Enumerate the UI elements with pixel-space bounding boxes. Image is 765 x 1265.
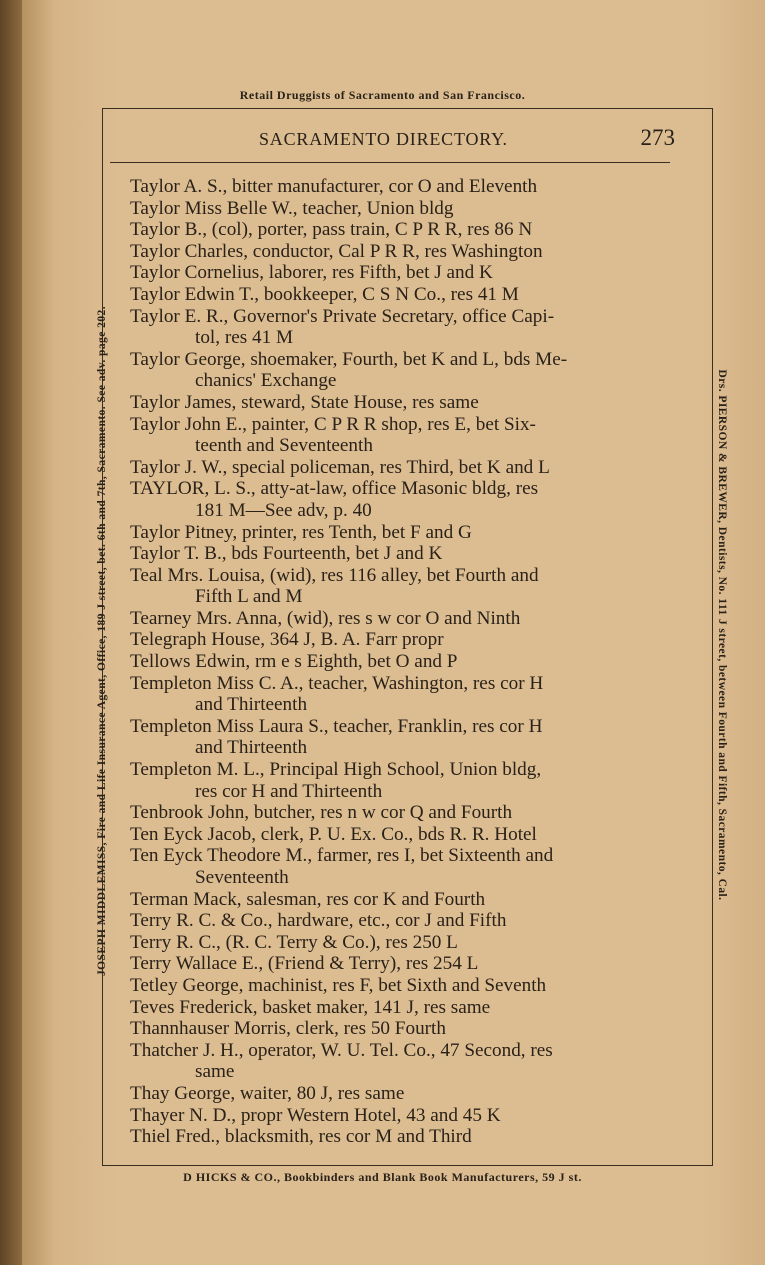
entry-continuation-line: Seventeenth bbox=[195, 867, 289, 888]
entry-line: Taylor Cornelius, laborer, res Fifth, bet J and K bbox=[130, 262, 493, 284]
entry-line: Terman Mack, salesman, res cor K and Fourth bbox=[130, 888, 486, 910]
entry-line: Templeton Miss C. A., teacher, Washington, res cor H bbox=[130, 672, 544, 694]
entry-line: Telegraph House, 364 J, B. A. Farr propr bbox=[130, 629, 444, 651]
directory-entry bbox=[130, 1105, 670, 1127]
directory-entry bbox=[130, 284, 670, 306]
entry-continuation-line: same bbox=[195, 1061, 235, 1083]
directory-entry bbox=[130, 392, 670, 414]
directory-entry bbox=[130, 349, 670, 392]
entry-continuation-line: Fifth L and M bbox=[195, 586, 303, 608]
entry-line: Thayer N. D., propr Western Hotel, 43 and 45 K bbox=[130, 1104, 501, 1126]
entry-line: Terry Wallace E., (Friend & Terry), res 254 L bbox=[130, 953, 479, 975]
directory-entry bbox=[130, 522, 670, 544]
entry-line: Tenbrook John, butcher, res n w cor Q and Fourth bbox=[130, 802, 513, 824]
directory-entry bbox=[130, 716, 670, 759]
page-header bbox=[255, 125, 675, 155]
entry-line: Teal Mrs. Louisa, (wid), res 116 alley, bet Fourth and bbox=[130, 564, 539, 586]
directory-entry bbox=[130, 262, 670, 284]
directory-entry bbox=[130, 241, 670, 263]
directory-entry bbox=[130, 975, 670, 997]
entry-line: Taylor Charles, conductor, Cal P R R, res Washington bbox=[130, 240, 543, 262]
bottom-advertisement: D HICKS & CO., Bookbinders and Blank Book Manufacturers, 59 J st. bbox=[183, 1170, 582, 1184]
entry-line: Templeton M. L., Principal High School, Union bldg, bbox=[130, 759, 542, 781]
entry-continuation-line: 181 M—See adv, p. 40 bbox=[195, 499, 372, 521]
directory-entry bbox=[130, 478, 670, 521]
entry-continuation-line: res cor H and Thirteenth bbox=[195, 780, 383, 802]
directory-entry bbox=[130, 824, 670, 846]
entry-line: Taylor John E., painter, C P R R shop, res E, bet Six- bbox=[130, 413, 536, 435]
header-title: SACRAMENTO DIRECTORY. bbox=[259, 129, 508, 149]
entry-continuation-line: and Thirteenth bbox=[195, 694, 308, 716]
entry-line: Terry R. C., (R. C. Terry & Co.), res 250 L bbox=[130, 931, 458, 953]
directory-entries bbox=[130, 176, 670, 1148]
entry-continuation-line: chanics' Exchange bbox=[195, 370, 337, 392]
directory-entry bbox=[130, 1126, 670, 1148]
directory-entry bbox=[130, 543, 670, 565]
directory-entry bbox=[130, 802, 670, 824]
entry-line: Taylor James, steward, State House, res same bbox=[130, 391, 479, 413]
entry-line: Taylor Edwin T., bookkeeper, C S N Co., res 41 M bbox=[130, 283, 519, 305]
right-margin-advertisement: Drs. PIERSON & BREWER, Dentists, No. 111 J street, between Fourth and Fifth, Sacramento, Cal. bbox=[716, 369, 728, 901]
entry-line: Templeton Miss Laura S., teacher, Franklin, res cor H bbox=[130, 715, 543, 737]
book-spine bbox=[0, 0, 22, 1265]
directory-entry bbox=[130, 953, 670, 975]
directory-entry bbox=[130, 673, 670, 716]
entry-line: Ten Eyck Jacob, clerk, P. U. Ex. Co., bds R. R. Hotel bbox=[130, 823, 537, 845]
directory-entry bbox=[130, 198, 670, 220]
entry-line: Taylor Miss Belle W., teacher, Union bldg bbox=[130, 197, 454, 219]
directory-entry bbox=[130, 845, 670, 888]
entry-line: Taylor E. R., Governor's Private Secretary, office Capi- bbox=[130, 305, 555, 327]
entry-line: Taylor B., (col), porter, pass train, C P R R, res 86 N bbox=[130, 219, 533, 241]
directory-entry bbox=[130, 306, 670, 349]
directory-entry bbox=[130, 565, 670, 608]
entry-line: Thay George, waiter, 80 J, res same bbox=[130, 1082, 405, 1104]
entry-line: Ten Eyck Theodore M., farmer, res I, bet Sixteenth and bbox=[130, 845, 554, 867]
directory-entry bbox=[130, 1040, 670, 1083]
directory-entry bbox=[130, 457, 670, 479]
directory-entry bbox=[130, 889, 670, 911]
entry-line: Thatcher J. H., operator, W. U. Tel. Co., 47 Second, res bbox=[130, 1039, 553, 1061]
directory-entry bbox=[130, 997, 670, 1019]
entry-line: Tearney Mrs. Anna, (wid), res s w cor O and Ninth bbox=[130, 607, 521, 629]
entry-line: Thiel Fred., blacksmith, res cor M and Third bbox=[130, 1126, 472, 1148]
directory-entry bbox=[130, 651, 670, 673]
page-number: 273 bbox=[640, 125, 675, 150]
entry-continuation-line: teenth and Seventeenth bbox=[195, 435, 373, 457]
entry-continuation-line: and Thirteenth bbox=[195, 737, 308, 759]
entry-line: Tetley George, machinist, res F, bet Sixth and Seventh bbox=[130, 974, 547, 996]
directory-entry bbox=[130, 1018, 670, 1040]
entry-line: Taylor A. S., bitter manufacturer, cor O and Eleventh bbox=[130, 176, 538, 197]
directory-entry bbox=[130, 176, 670, 198]
entry-line: Taylor T. B., bds Fourteenth, bet J and K bbox=[130, 543, 443, 565]
entry-line: Tellows Edwin, rm e s Eighth, bet O and P bbox=[130, 651, 458, 673]
entry-line: Teves Frederick, basket maker, 141 J, res same bbox=[130, 996, 491, 1018]
left-margin-advertisement: JOSEPH MIDDLEMISS, Fire and Life Insurance Agent, Office, 189 J street, bet. 6th and 7th, Sacramento. See adv. page 202. bbox=[96, 305, 108, 977]
directory-entry bbox=[130, 629, 670, 651]
directory-entry bbox=[130, 219, 670, 241]
directory-entry bbox=[130, 1083, 670, 1105]
entry-line: Taylor George, shoemaker, Fourth, bet K and L, bds Me- bbox=[130, 348, 568, 370]
directory-entry bbox=[130, 608, 670, 630]
header-rule bbox=[110, 162, 670, 163]
top-advertisement: Retail Druggists of Sacramento and San Francisco. bbox=[239, 88, 526, 102]
directory-entry bbox=[130, 910, 670, 932]
entry-continuation-line: tol, res 41 M bbox=[195, 327, 294, 349]
directory-entry bbox=[130, 759, 670, 802]
directory-entry bbox=[130, 932, 670, 954]
directory-entry bbox=[130, 414, 670, 457]
entry-line: TAYLOR, L. S., atty-at-law, office Masonic bldg, res bbox=[130, 478, 539, 500]
entry-line: Taylor J. W., special policeman, res Third, bet K and L bbox=[130, 456, 550, 478]
entry-line: Terry R. C. & Co., hardware, etc., cor J and Fifth bbox=[130, 910, 507, 932]
entry-line: Taylor Pitney, printer, res Tenth, bet F and G bbox=[130, 521, 472, 543]
entry-line: Thannhauser Morris, clerk, res 50 Fourth bbox=[130, 1018, 446, 1040]
